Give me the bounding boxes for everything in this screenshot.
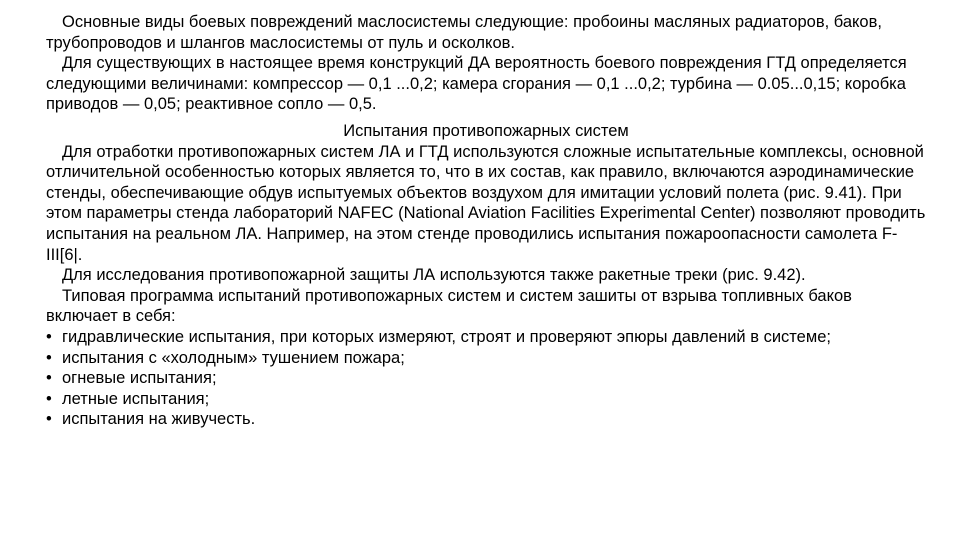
paragraph-oil-system-damage: Основные виды боевых повреждений маслосистемы следующие: пробоины масляных радиаторов, баков, трубопроводов и шлангов маслосистемы от пуль и осколков.: [46, 13, 882, 52]
bullet-icon: •: [46, 348, 52, 367]
paragraph-rocket-tracks: Для исследования противопожарной защиты ЛА используются также ракетные треки (рис. 9.42).: [62, 266, 806, 285]
list-item-text: испытания с «холодным» тушением пожара;: [62, 348, 405, 367]
list-item-text: гидравлические испытания, при которых измеряют, строят и проверяют эпюры давлений в системе;: [62, 327, 831, 346]
list-item-text: огневые испытания;: [62, 369, 217, 388]
list-item-text: летные испытания;: [62, 389, 210, 408]
paragraph-damage-probability: Для существующих в настоящее время конструкций ДА вероятность боевого повреждения ГТД определяется следующими величинами: компрессор — 0,1 ...0,2; камера сгорания — 0,1 ...0,2; турбина — 0.05...0,15; коробка приводов — 0,05; реактивное сопло — 0,5.: [46, 54, 907, 114]
bullet-icon: •: [46, 327, 52, 346]
paragraph-test-program: Типовая программа испытаний противопожарных систем и систем зашиты от взрыва топливных баков включает в себя:: [46, 286, 852, 326]
list-item: [46, 348, 926, 369]
bullet-icon: •: [46, 389, 52, 408]
test-types-list: [46, 327, 926, 430]
list-item: [46, 409, 926, 430]
paragraph-test-complexes: Для отработки противопожарных систем ЛА и ГТД используются сложные испытательные комплексы, основной отличительной особенностью которых является то, что в их состав, как правило, включаются аэродинамические стенды, обеспечивающие обдув испытуемых объектов воздухом для имитации условий полета (рис. 9.41). При этом параметры стенда лабораторий NAFEC (National Aviation Facilities Experimental Center) позволяют проводить испытания на реальном ЛА. Например, на этом стенде проводились испытания пожароопасности самолета F-III[6|.: [46, 142, 926, 264]
list-item-text: испытания на живучесть.: [62, 410, 256, 429]
bullet-icon: •: [46, 369, 52, 388]
bullet-icon: •: [46, 410, 52, 429]
slide-content: [46, 12, 926, 430]
list-item: [46, 368, 926, 389]
section-heading: Испытания противопожарных систем: [343, 121, 629, 140]
list-item: [46, 389, 926, 410]
list-item: [46, 327, 926, 348]
